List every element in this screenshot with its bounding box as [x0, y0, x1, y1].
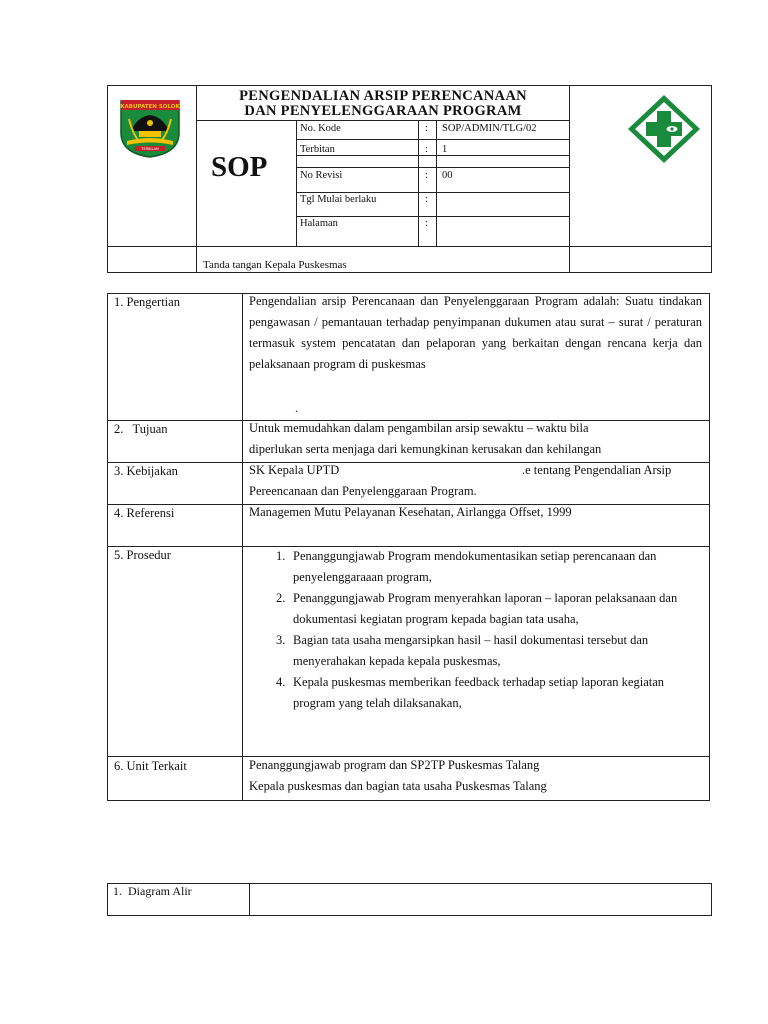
sop-label: SOP	[211, 151, 268, 183]
field-value-no-kode: SOP/ADMIN/TLG/02	[442, 123, 537, 134]
section-text-kebijakan-part2: .e tentang Pengendalian Arsip	[522, 463, 672, 477]
section-label-prosedur: 5. Prosedur	[114, 548, 171, 562]
logo-left-text: KABUPATEN SOLOK	[120, 104, 180, 110]
section-text-kebijakan-line2: Pereencanaan dan Penyelenggaraan Program.	[249, 484, 477, 498]
section-text-pengertian: Pengendalian arsip Perencanaan dan Penyelenggaraan Program adalah: Suatu tindakan pengawasan / pemantauan terhadap penyimpanan dukumen atau surat – surat / peraturan termasuk system pencatatan dan pelaporan yang berkaitan dengan rencana kerja dan pelaksanaan program di puskesmas	[249, 294, 702, 371]
section-label-kebijakan: 3. Kebijakan	[114, 464, 178, 478]
field-value-no-revisi: 00	[442, 170, 453, 181]
prosedur-step	[249, 588, 704, 630]
field-sep: :	[425, 170, 428, 181]
field-sep: :	[425, 144, 428, 155]
section-label-referensi: 4. Referensi	[114, 506, 175, 520]
field-label-tgl-mulai: Tgl Mulai berlaku	[300, 194, 377, 205]
section-text-unit-terkait-line2: Kepala puskesmas dan bagian tata usaha Puskesmas Talang	[249, 779, 547, 793]
puskesmas-logo	[626, 93, 702, 165]
prosedur-step-text: Penanggungjawab Program menyerahkan laporan – laporan pelaksanaan dan dokumentasi kegiatan program kepada bagian tata usaha,	[293, 591, 678, 626]
prosedur-step-text: Bagian tata usaha mengarsipkan hasil – hasil dokumentasi tersebut dan menyerahakan kepada kepala puskesmas,	[293, 633, 649, 668]
document-title-line1: PENGENDALIAN ARSIP PERENCANAAN	[239, 88, 527, 104]
field-label-no-revisi: No Revisi	[300, 170, 343, 181]
field-label-halaman: Halaman	[300, 218, 338, 229]
section-text-kebijakan-part1: SK Kepala UPTD	[249, 463, 340, 477]
prosedur-step-number: 1.	[276, 549, 286, 563]
field-sep: :	[425, 218, 428, 229]
prosedur-step	[249, 672, 704, 714]
prosedur-step	[249, 630, 704, 672]
prosedur-step-number: 4.	[276, 675, 286, 689]
document-title-line2: DAN PENYELENGGARAAN PROGRAM	[244, 103, 522, 119]
section-label-unit-terkait: 6. Unit Terkait	[114, 759, 187, 773]
prosedur-step	[249, 546, 704, 588]
section-label-pengertian: 1. Pengertian	[114, 295, 180, 309]
field-sep: :	[425, 194, 428, 205]
prosedur-step-number: 2.	[276, 591, 286, 605]
pengertian-dot: .	[295, 401, 298, 415]
field-label-no-kode: No. Kode	[300, 123, 341, 134]
section-text-tujuan-line2: diperlukan serta menjaga dari kemungkinan kerusakan dan kehilangan	[249, 442, 602, 456]
prosedur-step-text: Kepala puskesmas memberikan feedback terhadap setiap laporan kegiatan program yang telah dilaksanakan,	[293, 675, 665, 710]
section-text-tujuan-line1: Untuk memudahkan dalam pengambilan arsip sewaktu – waktu bila	[249, 421, 589, 435]
field-sep: :	[425, 123, 428, 134]
kabupaten-logo	[117, 95, 183, 159]
prosedur-step-number: 3.	[276, 633, 286, 647]
field-value-terbitan: 1	[442, 144, 448, 155]
section-label-tujuan: 2. Tujuan	[114, 422, 168, 436]
prosedur-step-text: Penanggungjawab Program mendokumentasikan setiap perencanaan dan penyelenggaraaan program,	[293, 549, 657, 584]
logo-left-sub: TERBILAN	[141, 147, 159, 151]
section-text-referensi: Managemen Mutu Pelayanan Kesehatan, Airlangga Offset, 1999	[249, 505, 572, 519]
field-label-terbitan: Terbitan	[300, 144, 335, 155]
section-text-unit-terkait-line1: Penanggungjawab program dan SP2TP Puskesmas Talang	[249, 758, 540, 772]
prosedur-list	[249, 546, 704, 714]
signature-label: Tanda tangan Kepala Puskesmas	[203, 259, 347, 271]
diagram-alir-label: 1. Diagram Alir	[113, 884, 192, 898]
